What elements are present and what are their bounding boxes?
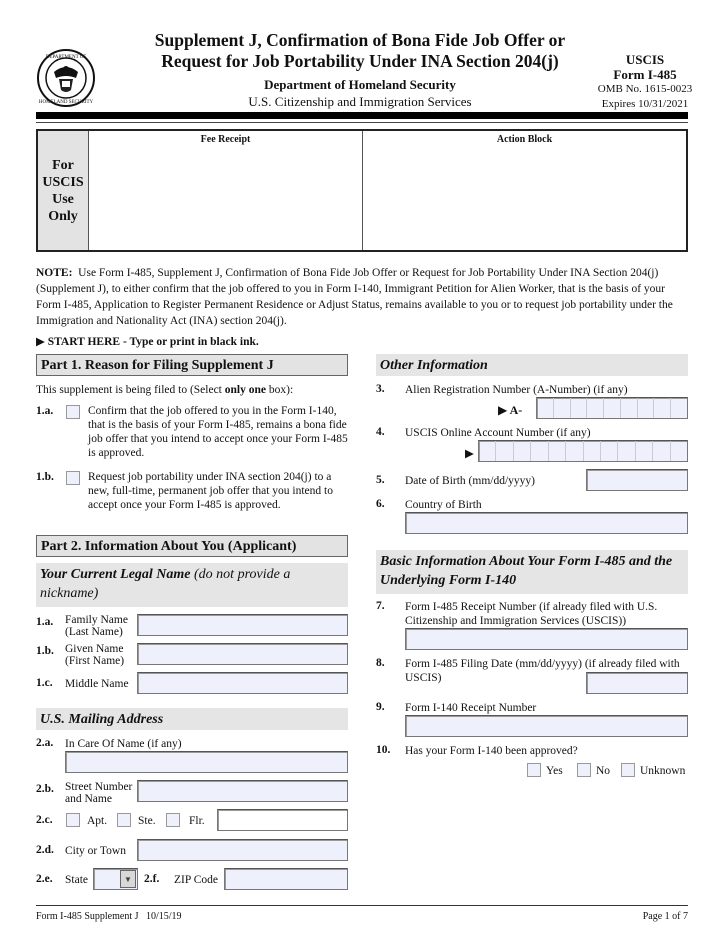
field-number: 2.f. [144, 873, 160, 885]
flr-checkbox[interactable] [166, 813, 180, 827]
street-input[interactable] [137, 780, 348, 802]
legal-name-heading-text: Your Current Legal Name [40, 567, 191, 582]
form-title [100, 30, 620, 72]
dob-label: Date of Birth (mm/dd/yyyy) [405, 475, 535, 487]
given-name-input[interactable] [137, 643, 348, 665]
side-label-line: Only [48, 208, 78, 224]
field-number: 2.d. [36, 844, 54, 856]
field-number: 2.e. [36, 873, 53, 885]
ste-label: Ste. [138, 815, 156, 827]
unit-number-input[interactable] [217, 809, 348, 831]
filing-date-485-label: Form I-485 Filing Date (mm/dd/yyyy) (if already filed with USCIS) [405, 658, 680, 684]
approved-yes-checkbox[interactable] [527, 763, 541, 777]
a-number-label: Alien Registration Number (A-Number) (if any) [405, 384, 628, 396]
fee-receipt-area [89, 131, 363, 250]
field-number: 1.c. [36, 677, 53, 689]
field-number: 5. [376, 474, 385, 486]
option-number: 1.b. [36, 471, 54, 483]
intro-text: box): [265, 384, 294, 396]
label-line: (First Name) [65, 655, 125, 667]
a-number-input[interactable] [536, 397, 688, 419]
side-label-line: For [52, 157, 74, 173]
legal-name-heading [36, 563, 348, 607]
basic-info-heading: Basic Information About Your Form I-485 and the Underlying Form I-140 [376, 550, 688, 594]
option-1b-text: Request job portability under INA section 204(j) to a new, full-time, permanent job offer that you intend to accept once your Form I-485 is approved. [88, 471, 333, 511]
svg-text:DEPARTMENT OF: DEPARTMENT OF [45, 55, 87, 60]
state-label: State [65, 874, 88, 886]
online-account-prefix: ▶ [465, 448, 474, 460]
receipt-140-label: Form I-140 Receipt Number [405, 702, 537, 714]
mailing-address-heading: U.S. Mailing Address [36, 708, 348, 730]
country-of-birth-label: Country of Birth [405, 499, 482, 511]
receipt-140-input[interactable] [405, 715, 688, 737]
legal-name-heading-note: (do not provide a nickname) [40, 567, 291, 601]
city-label: City or Town [65, 845, 126, 857]
part1-intro [36, 383, 356, 397]
expiration-date: Expires 10/31/2021 [601, 98, 689, 110]
uscis-use-only-block [36, 129, 688, 252]
agency-short: USCIS [625, 52, 665, 67]
field-number: 2.c. [36, 814, 53, 826]
fee-receipt-heading: Fee Receipt [200, 134, 251, 145]
online-account-label: USCIS Online Account Number (if any) [405, 427, 591, 439]
approved-no-label: No [596, 765, 611, 777]
middle-name-label: Middle Name [65, 678, 129, 690]
approved-unknown-label: Unknown [640, 765, 686, 777]
dhs-seal-icon [36, 48, 96, 108]
given-name-label [65, 643, 124, 667]
apt-label: Apt. [87, 815, 108, 827]
footer-page-number: Page 1 of 7 [642, 911, 688, 922]
in-care-of-input[interactable] [65, 751, 348, 773]
approved-no-checkbox[interactable] [577, 763, 591, 777]
receipt-485-input[interactable] [405, 628, 688, 650]
label-line: and Name [65, 793, 112, 805]
other-info-heading: Other Information [376, 354, 688, 376]
flr-label: Flr. [189, 815, 205, 827]
action-block-heading: Action Block [496, 134, 553, 145]
field-number: 6. [376, 498, 385, 510]
chevron-down-icon[interactable]: ▼ [120, 870, 136, 888]
field-number: 9. [376, 701, 385, 713]
state-select[interactable] [93, 868, 138, 890]
omb-number: OMB No. 1615-0023 [597, 83, 693, 95]
option-number: 1.a. [36, 405, 54, 417]
label-line: Street Number [65, 781, 133, 793]
uscis-use-only-label [38, 131, 89, 250]
note-text: Use Form I-485, Supplement J, Confirmation of Bona Fide Job Offer or Request for Job Portability Under INA Section 204(j) (Supplement J), to either confirm that the job offered to you in Form I-140, Immigrant Petition for Alien Worker, that is the basis of your Form I-485, Application to Register Permanent Residence or Adjust Status, remains available to you or to request job portability under the Immigration and Nationality Act (INA) section 204(j). [36, 267, 673, 327]
note-label: NOTE: [36, 267, 73, 279]
field-number: 1.b. [36, 645, 54, 657]
approved-unknown-checkbox[interactable] [621, 763, 635, 777]
footer-form-edition: Form I-485 Supplement J 10/15/19 [36, 911, 182, 922]
department-name: Department of Homeland Security [264, 77, 456, 92]
field-number: 1.a. [36, 616, 54, 628]
side-label-line: USCIS [42, 174, 84, 190]
option-1b-checkbox[interactable] [66, 471, 80, 485]
option-1a-checkbox[interactable] [66, 405, 80, 419]
label-line: Family Name [65, 614, 128, 626]
family-name-input[interactable] [137, 614, 348, 636]
street-label [65, 781, 132, 805]
option-1a-text: Confirm that the job offered to you in the Form I-140, that is the basis of your Form I-485, remains a bona fide job offer that you intend to accept once your Form I-485 is approved. [88, 405, 348, 459]
receipt-485-label: Form I-485 Receipt Number (if already filed with U.S. Citizenship and Immigration Services (USCIS)) [405, 601, 658, 627]
filing-date-485-input[interactable] [586, 672, 688, 694]
family-name-label [65, 614, 128, 638]
zip-label: ZIP Code [174, 874, 218, 886]
title-line-2: Request for Job Portability Under INA Section 204(j) [161, 51, 559, 71]
field-number: 3. [376, 383, 385, 395]
apt-checkbox[interactable] [66, 813, 80, 827]
field-number: 2.b. [36, 783, 54, 795]
part1-heading: Part 1. Reason for Filing Supplement J [36, 354, 348, 376]
city-input[interactable] [137, 839, 348, 861]
approved-140-label: Has your Form I-140 been approved? [405, 745, 578, 757]
field-number: 8. [376, 657, 385, 669]
zip-input[interactable] [224, 868, 348, 890]
intro-emphasis: only one [224, 384, 266, 396]
header-rule-thin [36, 122, 688, 123]
field-number: 10. [376, 744, 391, 756]
field-number: 4. [376, 426, 385, 438]
approved-yes-label: Yes [546, 765, 563, 777]
form-id-block [590, 52, 700, 112]
header-rule-thick [36, 112, 688, 119]
label-line: (Last Name) [65, 626, 123, 638]
part2-heading: Part 2. Information About You (Applicant) [36, 535, 348, 557]
dob-input[interactable] [586, 469, 688, 491]
agency-name: U.S. Citizenship and Immigration Services [248, 94, 472, 109]
country-of-birth-input[interactable] [405, 512, 688, 534]
note-paragraph [36, 265, 691, 329]
online-account-input[interactable] [478, 440, 688, 462]
side-label-line: Use [52, 191, 74, 207]
intro-text: This supplement is being filed to (Select [36, 384, 225, 396]
middle-name-input[interactable] [137, 672, 348, 694]
start-here-instruction: ▶ START HERE - Type or print in black ink. [36, 336, 259, 348]
in-care-of-label: In Care Of Name (if any) [65, 738, 182, 750]
footer-rule [36, 905, 688, 906]
title-line-1: Supplement J, Confirmation of Bona Fide Job Offer or [154, 30, 566, 50]
field-number: 7. [376, 600, 385, 612]
field-number: 2.a. [36, 737, 54, 749]
ste-checkbox[interactable] [117, 813, 131, 827]
form-number: Form I-485 [613, 67, 677, 82]
svg-text:HOMELAND SECURITY: HOMELAND SECURITY [38, 100, 94, 105]
label-line: Given Name [65, 643, 124, 655]
action-block-area [363, 131, 686, 250]
a-number-prefix: ▶ A- [498, 403, 523, 417]
